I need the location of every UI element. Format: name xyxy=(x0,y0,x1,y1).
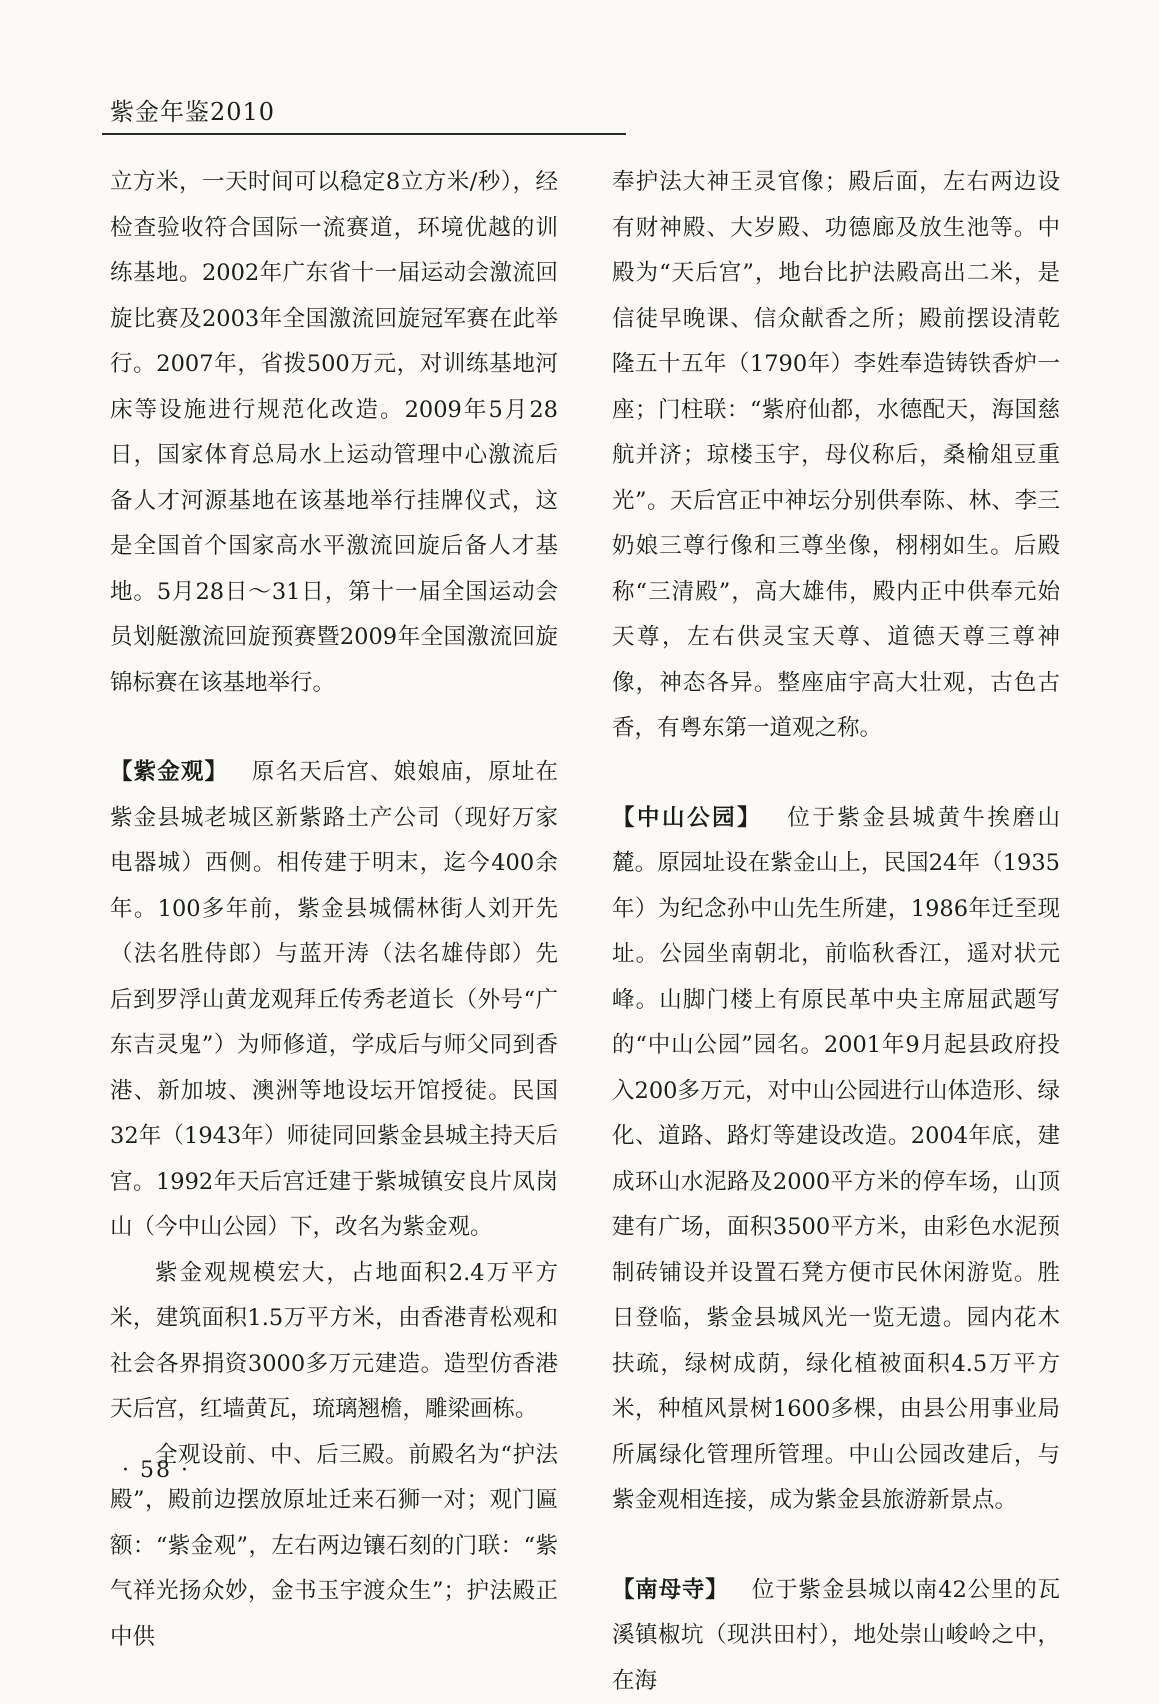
entry-nanmusi xyxy=(612,1568,1060,1704)
entry-zijinguan xyxy=(110,750,558,1251)
section-gap xyxy=(110,706,558,750)
paragraph-continuation-right: 奉护法大神王灵官像；殿后面，左右两边设有财神殿、大岁殿、功德廊及放生池等。中殿为“天后宫”，地台比护法殿高出二米，是信徒早晚课、信众献香之所；殿前摆设清乾隆五十五年（1790年）李姓奉造铸铁香炉一座；门柱联：“紫府仙都，水德配天，海国慈航并济；琼楼玉宇，母仪称后，桑榆俎豆重光”。天后宫正中神坛分别供奉陈、林、李三奶娘三尊行像和三尊坐像，栩栩如生。后殿称“三清殿”，高大雄伟，殿内正中供奉元始天尊，左右供灵宝天尊、道德天尊三尊神像，神态各异。整座庙宇高大壮观，古色古香，有粤东第一道观之称。 xyxy=(612,160,1060,752)
paragraph-zijinguan-scale: 紫金观规模宏大，占地面积2.4万平方米，建筑面积1.5万平方米，由香港青松观和社会各界捐资3000多万元建造。造型仿香港天后宫，红墙黄瓦，琉璃翘檐，雕梁画栋。 xyxy=(110,1251,558,1433)
header-rule xyxy=(102,133,626,135)
paragraph-continuation: 立方米，一天时间可以稳定8立方米/秒），经检查验收符合国际一流赛道，环境优越的训练基地。2002年广东省十一届运动会激流回旋比赛及2003年全国激流回旋冠军赛在此举行。2007年，省拨500万元，对训练基地河床等设施进行规范化改造。2009年5月28日，国家体育总局水上运动管理中心激流后备人才河源基地在该基地举行挂牌仪式，这是全国首个国家高水平激流回旋后备人才基地。5月28日～31日，第十一届全国运动会员划艇激流回旋预赛暨2009年全国激流回旋锦标赛在该基地举行。 xyxy=(110,160,558,706)
entry-zhongshan-park xyxy=(612,796,1060,1524)
right-column xyxy=(612,160,1060,1704)
entry-text-nanmusi: 位于紫金县城以南42公里的瓦溪镇椒坑（现洪田村），地处崇山峻岭之中，在海 xyxy=(612,1577,1060,1694)
entry-title-zhongshan-park: 【中山公园】 xyxy=(612,805,762,831)
paragraph-zijinguan-halls: 全观设前、中、后三殿。前殿名为“护法殿”，殿前边摆放原址迁来石狮一对；观门匾额：“紫金观”，左右两边镶石刻的门联：“紫气祥光扬众妙，金书玉宇渡众生”；护法殿正中供 xyxy=(110,1433,558,1661)
section-gap xyxy=(612,1524,1060,1568)
entry-text-zijinguan: 原名天后宫、娘娘庙，原址在紫金县城老城区新紫路土产公司（现好万家电器城）西侧。相传建于明末，迄今400余年。100多年前，紫金县城儒林街人刘开先（法名胜侍郎）与蓝开涛（法名雄侍郎）先后到罗浮山黄龙观拜丘传秀老道长（外号“广东吉灵鬼”）为师修道，学成后与师父同到香港、新加坡、澳洲等地设坛开馆授徒。民国32年（1943年）师徒同回紫金县城主持天后宫。1992年天后宫迁建于紫城镇安良片凤岗山（今中山公园）下，改名为紫金观。 xyxy=(110,759,558,1240)
entry-title-nanmusi: 【南母寺】 xyxy=(612,1577,729,1603)
entry-text-zhongshan-park: 位于紫金县城黄牛挨磨山麓。原园址设在紫金山上，民国24年（1935年）为纪念孙中山先生所建，1986年迁至现址。公园坐南朝北，前临秋香江，遥对状元峰。山脚门楼上有原民革中央主席屈武题写的“中山公园”园名。2001年9月起县政府投入200多万元，对中山公园进行山体造形、绿化、道路、路灯等建设改造。2004年底，建成环山水泥路及2000平方米的停车场，山顶建有广场，面积3500平方米，由彩色水泥预制砖铺设并设置石凳方便市民休闲游览。胜日登临，紫金县城风光一览无遗。园内花木扶疏，绿树成荫，绿化植被面积4.5万平方米，种植风景树1600多棵，由县公用事业局所属绿化管理所管理。中山公园改建后，与紫金观相连接，成为紫金县旅游新景点。 xyxy=(612,805,1060,1514)
entry-title-zijinguan: 【紫金观】 xyxy=(110,759,228,785)
page-number: · 58 · xyxy=(122,1458,190,1483)
left-column xyxy=(110,160,558,1660)
section-gap xyxy=(612,752,1060,796)
running-header: 紫金年鉴2010 xyxy=(110,92,275,127)
